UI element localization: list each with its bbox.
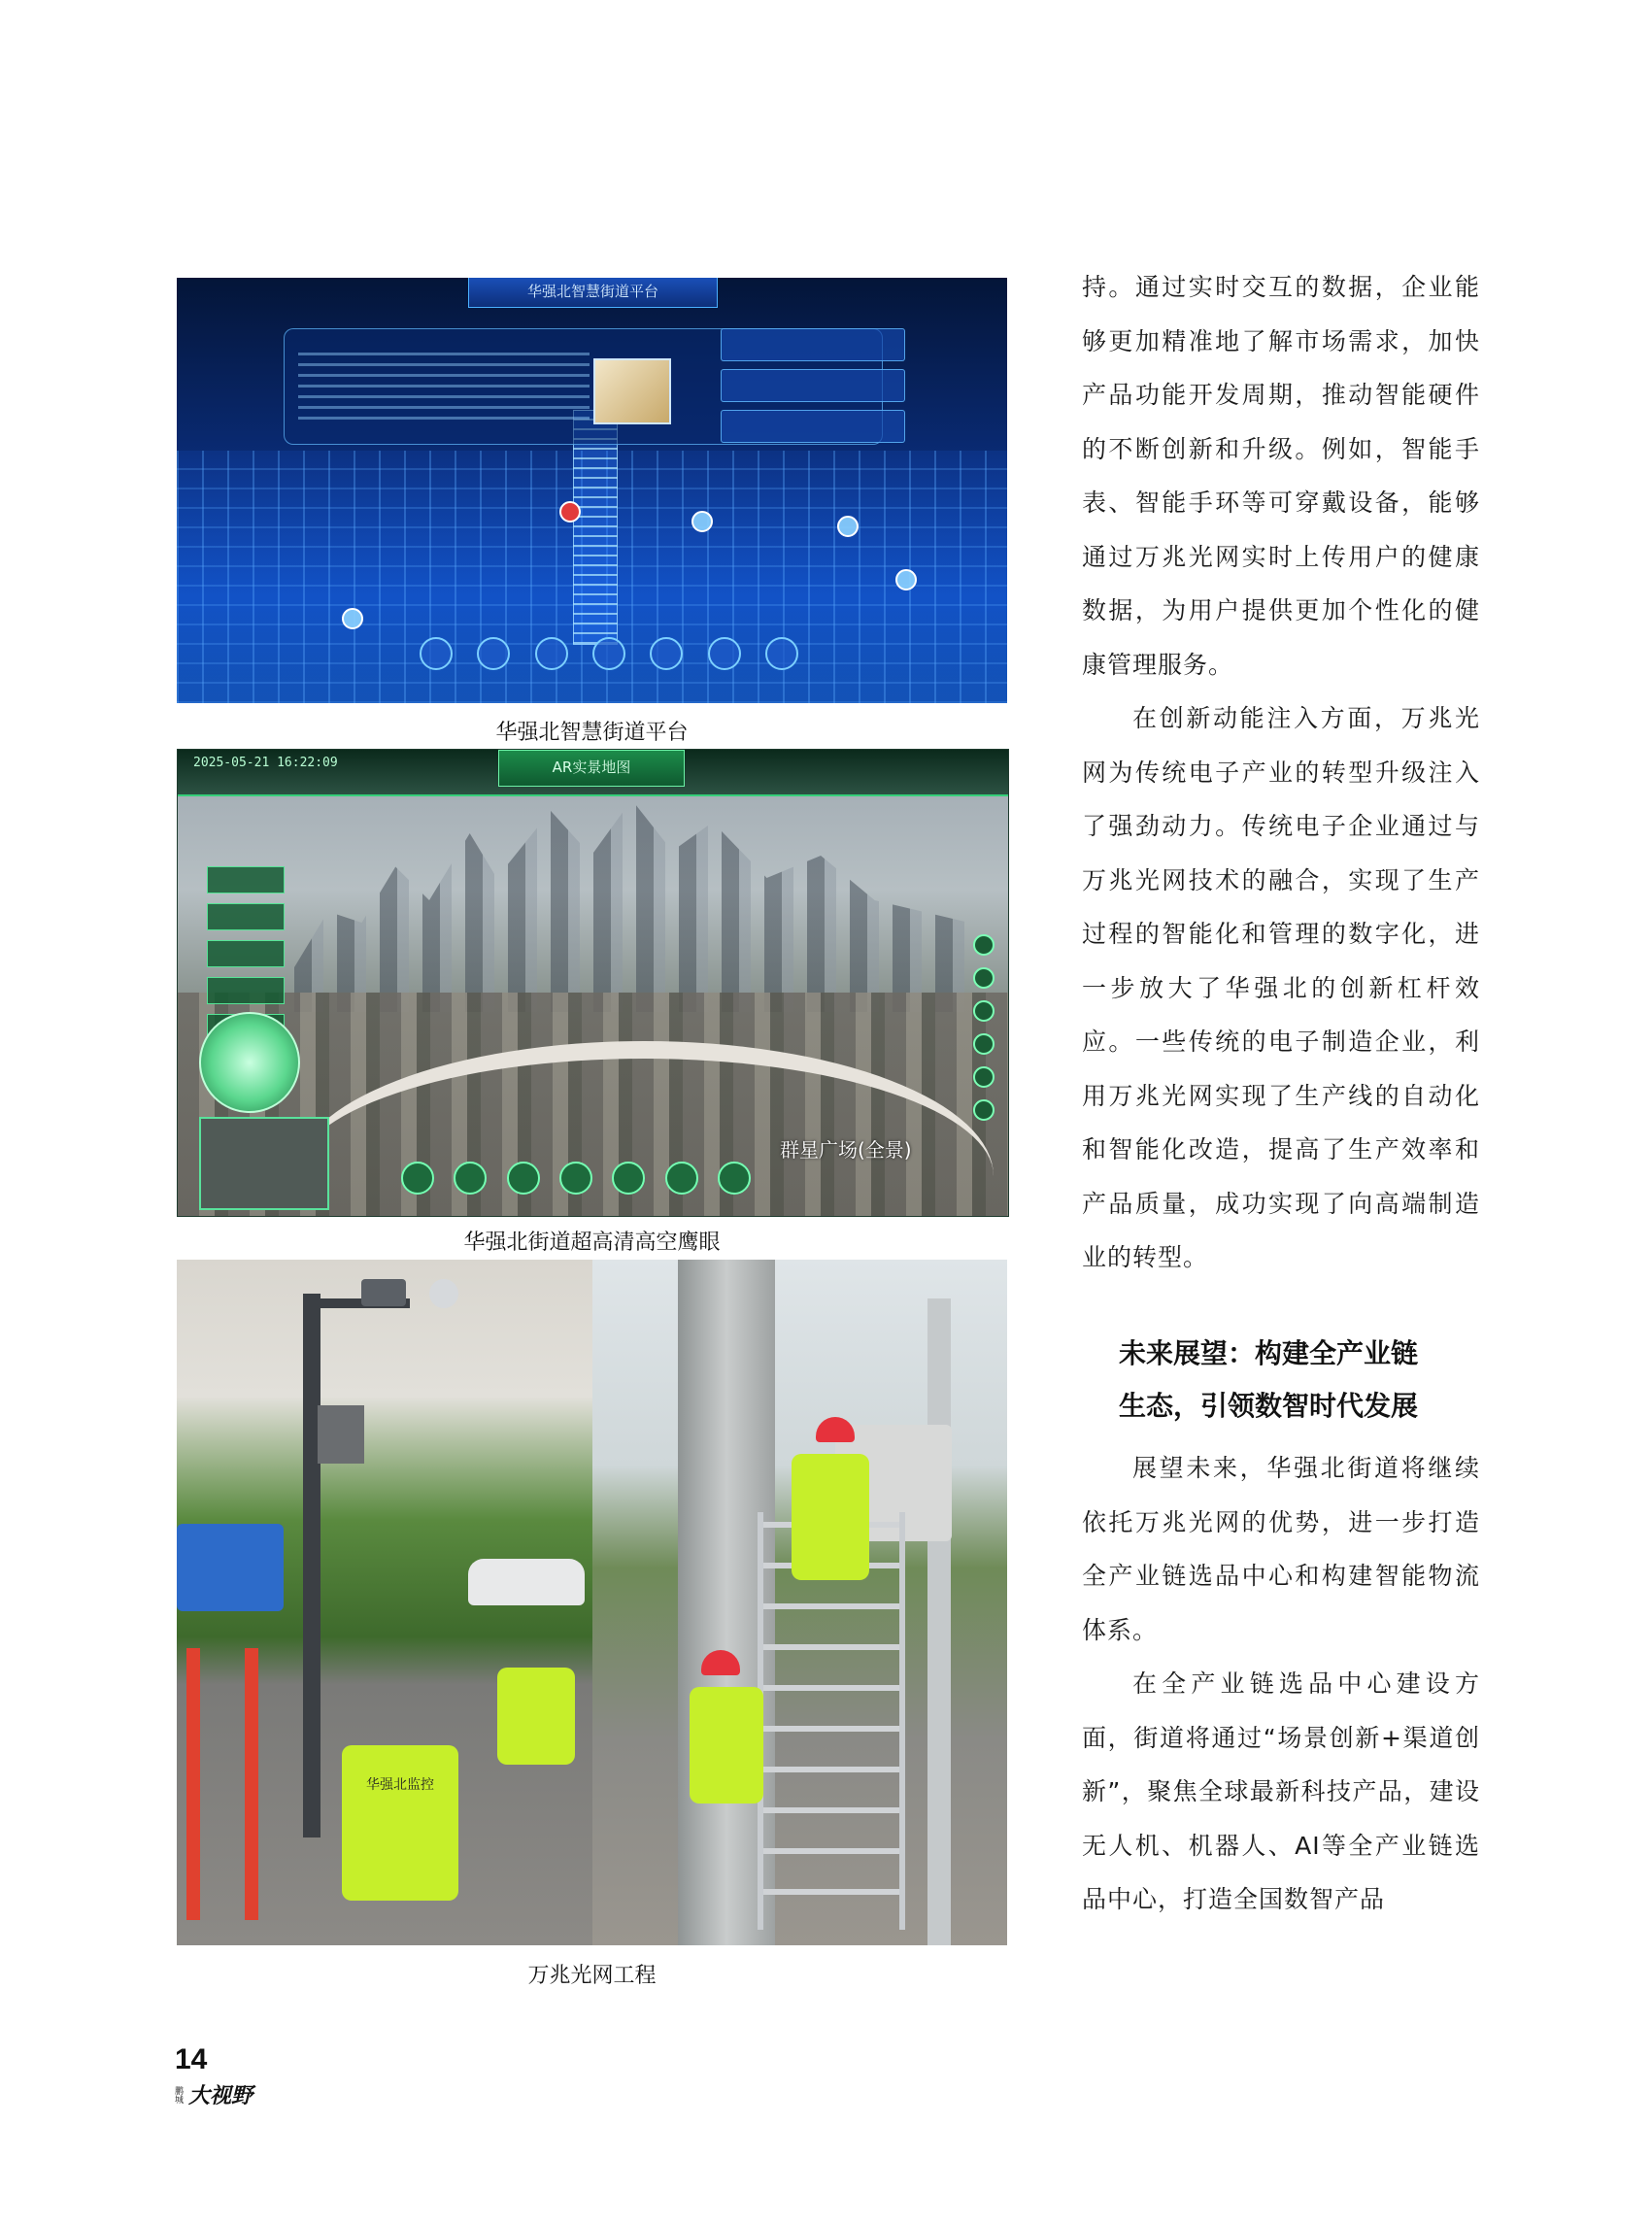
- smart-street-platform-image: [177, 278, 1007, 703]
- platform-screen-title: 华强北智慧街道平台: [468, 278, 718, 308]
- article-paragraph: 在创新动能注入方面，万兆光网为传统电子产业的转型升级注入了强劲动力。传统电子企业通过与万兆光网技术的融合，实现了生产过程的智能化和管理的数字化，进一步放大了华强北的创新杠杆效应。一些传统的电子制造企业，利用万兆光网实现了生产线的自动化和智能化改造，提高了生产效率和产品质量，成功实现了向高端制造业的转型。: [1082, 704, 1480, 1271]
- car: [468, 1559, 585, 1605]
- worker-vest: [690, 1687, 763, 1804]
- city-skyline: [294, 789, 969, 1012]
- map-pin-red-icon: [559, 501, 581, 523]
- worker-vest: [792, 1454, 869, 1580]
- hud-dock: [401, 1162, 751, 1195]
- figure-caption-2: 华强北街道超高清高空鹰眼: [463, 1230, 721, 1255]
- article-paragraph: 在全产业链选品中心建设方面，街道将通过“场景创新+渠道创新”，聚焦全球最新科技产品，建设无人机、机器人、AI等全产业链选品中心，打造全国数智产品: [1082, 1669, 1480, 1913]
- panel-thumbnail: [593, 358, 671, 424]
- hud-location-label: 群星广场(全景): [780, 1138, 912, 1162]
- map-pin-icon: [342, 608, 363, 629]
- street-pole: [303, 1294, 320, 1837]
- platform-dock: [420, 637, 798, 680]
- article-paragraph: 持。通过实时交互的数据，企业能够更加精准地了解市场需求，加快产品功能开发周期，推动智能硬件的不断创新和升级。例如，智能手表、智能手环等可穿戴设备，能够通过万兆光网实时上传用户的健康数据，为用户提供更加个性化的健康管理服务。: [1082, 273, 1480, 679]
- fiber-network-engineering-image: [177, 1260, 1007, 1945]
- magazine-logo: [175, 2079, 253, 2109]
- section-heading: 未来展望：构建全产业链: [1119, 1337, 1419, 1369]
- section-heading: 生态，引领数智时代发展: [1119, 1390, 1419, 1422]
- article-paragraph: 展望未来，华强北街道将继续依托万兆光网的优势，进一步打造全产业链选品中心和构建智能物流体系。: [1082, 1454, 1480, 1644]
- platform-menu: [721, 328, 905, 451]
- map-pin-icon: [895, 569, 917, 590]
- street-scene-left: [177, 1260, 592, 1945]
- map-pin-icon: [837, 516, 859, 537]
- magazine-logo-name: 大视野: [188, 2083, 253, 2108]
- camera-icon: [361, 1279, 406, 1306]
- hud-datetime: 2025-05-21 16:22:09: [193, 756, 338, 770]
- article-bottom-block: [1082, 1441, 1480, 1927]
- ar-eagle-eye-image: [177, 749, 1009, 1217]
- figure-caption-1: 华强北智慧街道平台: [495, 721, 689, 745]
- article-top-block: [1082, 260, 1480, 1285]
- figure-caption-3: 万兆光网工程: [527, 1964, 657, 1988]
- equipment-box: [318, 1405, 364, 1464]
- worker-vest: [497, 1668, 575, 1765]
- bus: [177, 1524, 284, 1611]
- pole-scene-right: [592, 1260, 1007, 1945]
- vest-label: 华强北监控: [366, 1777, 434, 1793]
- page-number: 14: [175, 2043, 208, 2075]
- map-pin-icon: [691, 511, 713, 532]
- wireframe-tower: [573, 410, 618, 645]
- radar-icon: [199, 1012, 300, 1113]
- magazine-logo-small: 鹏城: [175, 2087, 185, 2106]
- red-ladder: [186, 1648, 200, 1920]
- dome-camera-icon: [429, 1279, 458, 1308]
- worker-vest: [342, 1745, 458, 1901]
- hud-title: AR实景地图: [498, 750, 685, 787]
- helmet-icon: [816, 1417, 855, 1442]
- hud-rightbar: [973, 934, 995, 1132]
- hud-minimap: [199, 1117, 329, 1210]
